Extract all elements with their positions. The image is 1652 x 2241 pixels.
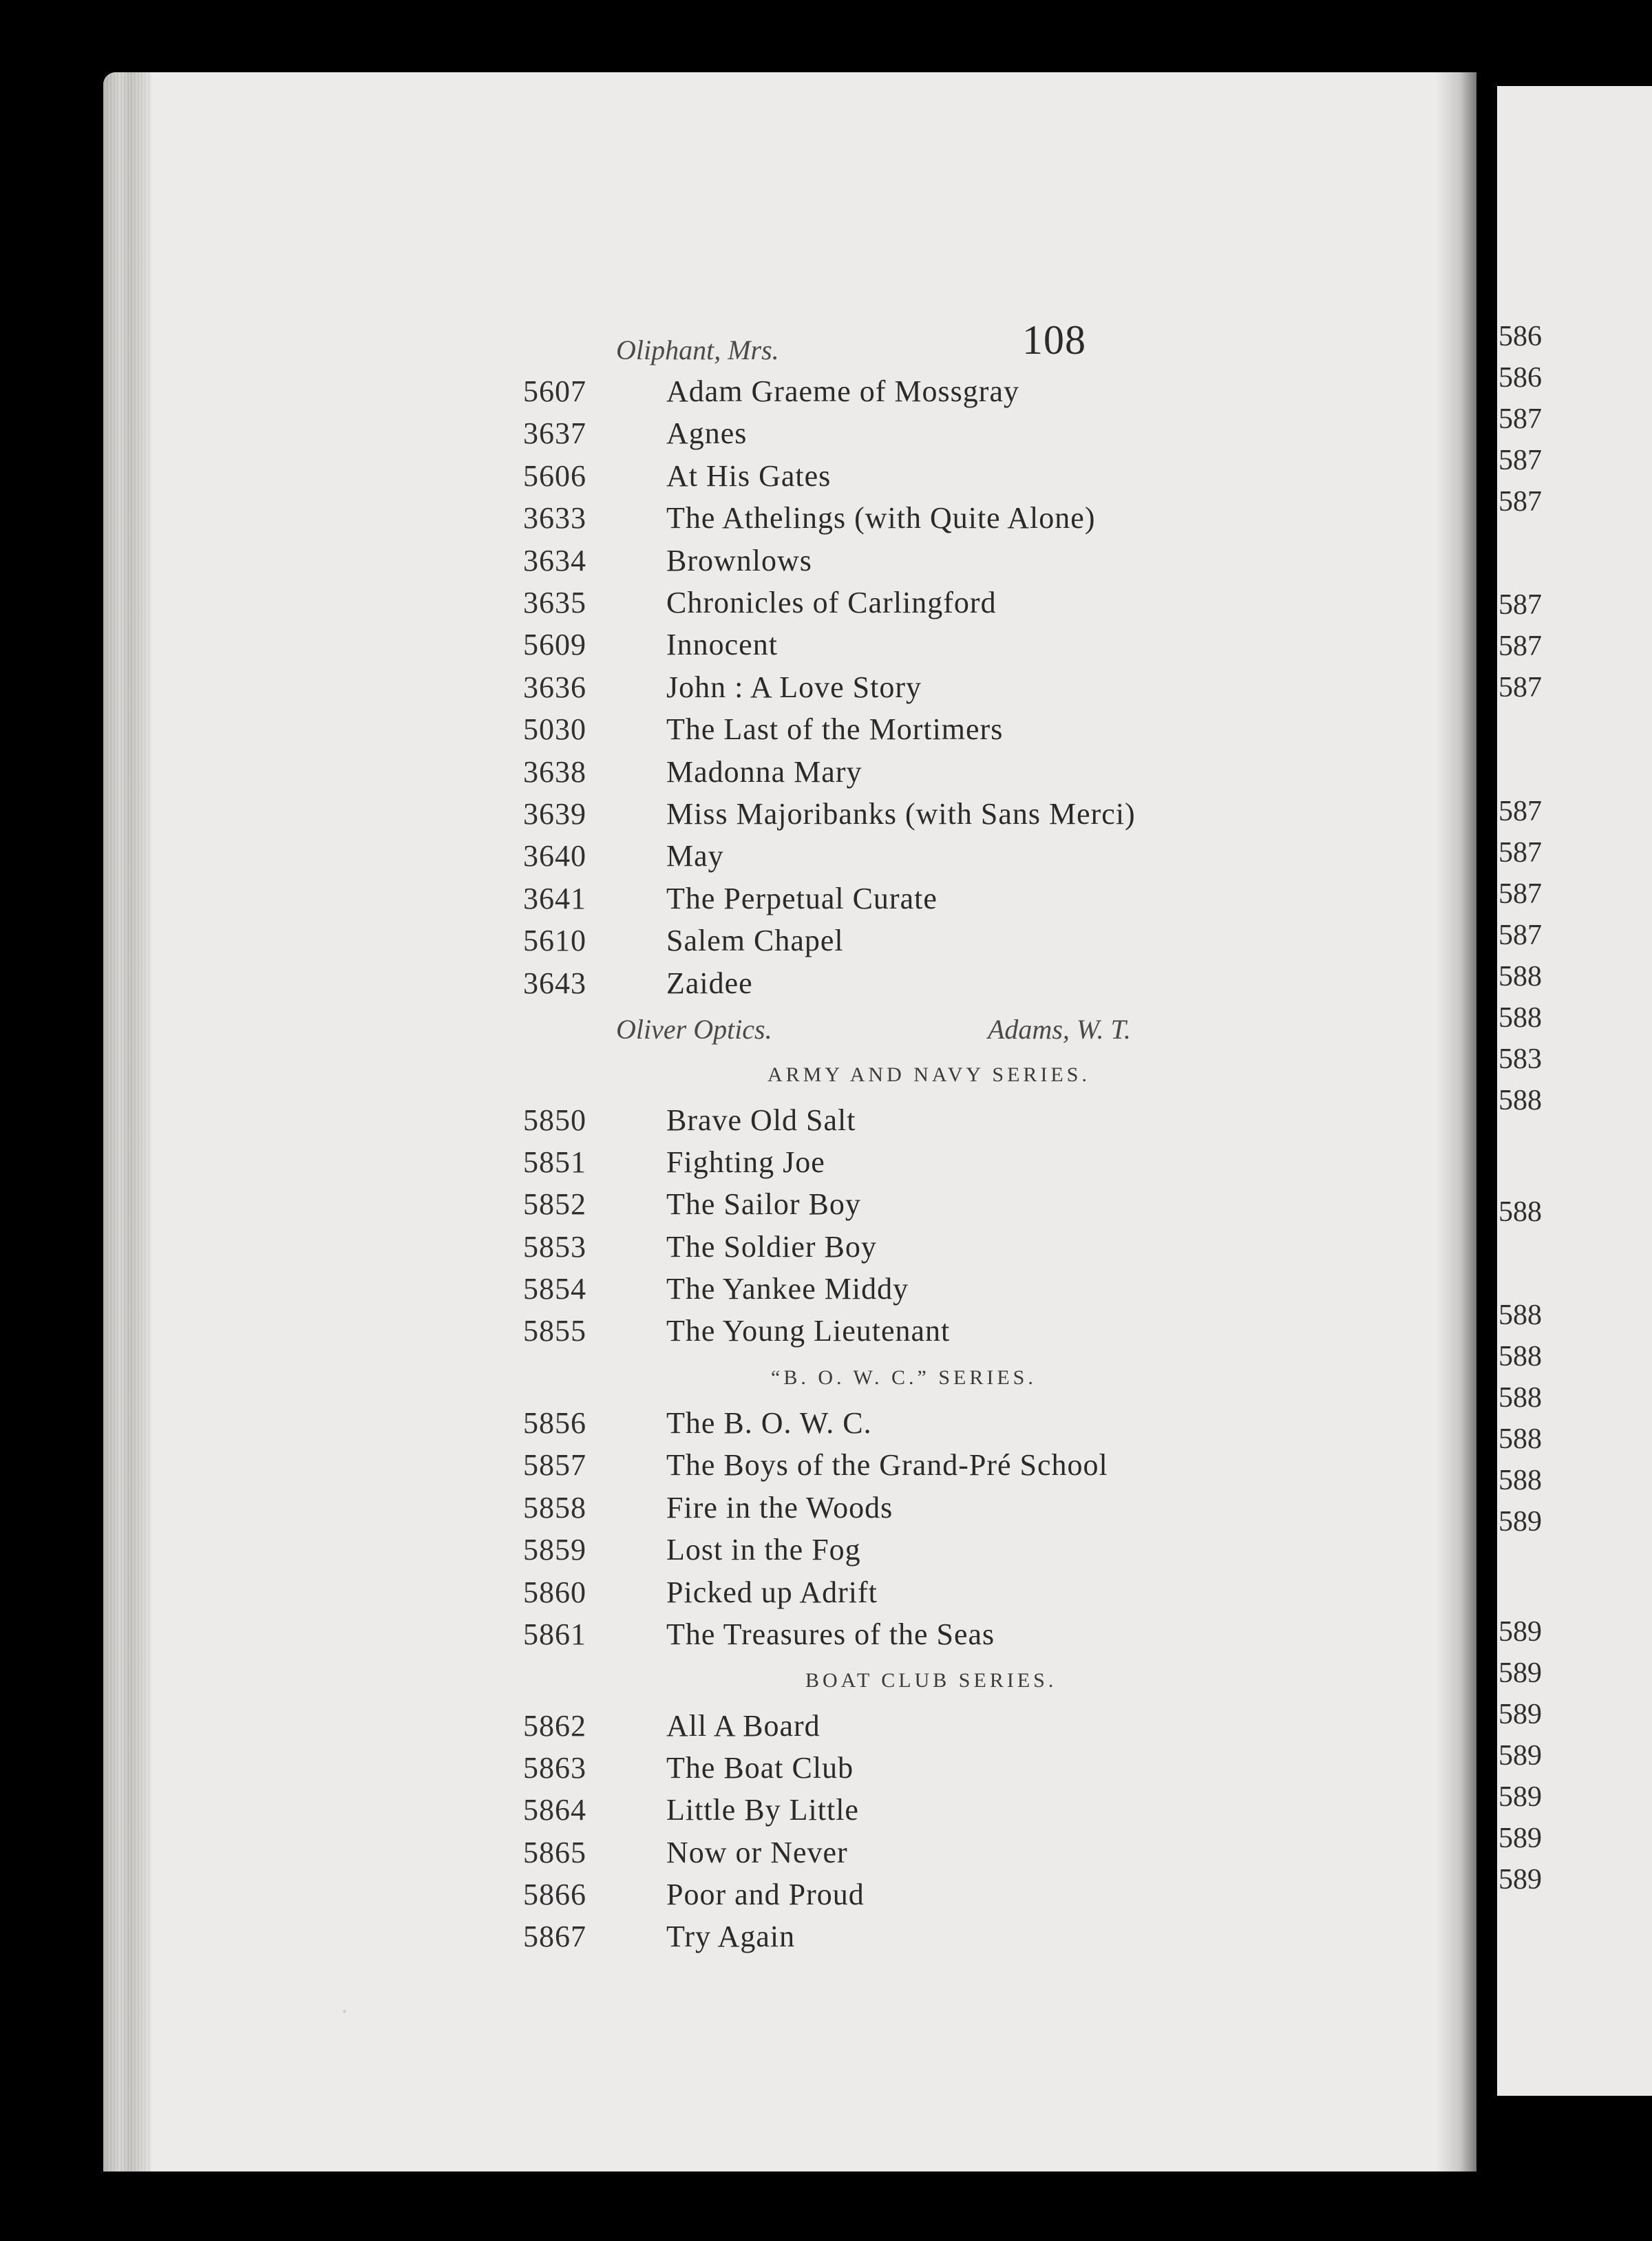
- right-page-number: 586: [1499, 321, 1542, 352]
- right-page-number: 587: [1499, 837, 1542, 869]
- right-page-number: 588: [1499, 1465, 1542, 1496]
- right-page-number: 588: [1499, 1299, 1542, 1331]
- list-item: [103, 374, 1435, 415]
- book-title: Brave Old Salt: [666, 1103, 856, 1137]
- right-page-number: 587: [1499, 486, 1542, 518]
- book-title: John : A Love Story: [666, 670, 922, 704]
- list-item: [103, 1313, 1435, 1355]
- list-item: [103, 796, 1435, 838]
- book-title: Chronicles of Carlingford: [666, 586, 997, 619]
- book-title: Adam Graeme of Mossgray: [666, 374, 1019, 408]
- list-item: [103, 1229, 1435, 1271]
- list-item: [103, 1708, 1435, 1750]
- catalog-number: 3634: [523, 543, 586, 577]
- book-title: Madonna Mary: [666, 754, 862, 789]
- book-title: The Boys of the Grand-Pré School: [666, 1448, 1108, 1483]
- catalog-number: 3633: [523, 501, 586, 535]
- right-page-number: 587: [1499, 920, 1542, 951]
- book-title: Fire in the Woods: [666, 1490, 893, 1525]
- list-item: [103, 585, 1435, 626]
- catalog-number: 5867: [523, 1920, 586, 1953]
- right-page-number: 587: [1499, 589, 1542, 621]
- list-item: [103, 670, 1435, 711]
- catalog-number: 3637: [523, 416, 586, 451]
- list-item: [103, 966, 1435, 1007]
- catalog-number: 5861: [523, 1617, 586, 1651]
- book-title: All A Board: [666, 1709, 820, 1743]
- right-page-number: 588: [1499, 1196, 1542, 1228]
- author-heading-oliphant: Oliphant, Mrs.: [616, 334, 779, 365]
- book-title: The Perpetual Curate: [666, 881, 938, 915]
- catalog-number: 3640: [523, 839, 586, 873]
- catalog-number: 3639: [523, 797, 586, 831]
- list-item: [103, 1750, 1435, 1792]
- catalog-number: 5610: [523, 924, 586, 958]
- list-item: [103, 1271, 1435, 1313]
- catalog-number: 5853: [523, 1229, 586, 1264]
- right-page-number: 589: [1499, 1699, 1542, 1730]
- left-page: [103, 72, 1476, 2171]
- right-page-number: 587: [1499, 403, 1542, 435]
- book-title: Now or Never: [666, 1835, 848, 1869]
- book-title: The Soldier Boy: [666, 1229, 877, 1264]
- page-number: 108: [1022, 317, 1086, 363]
- right-page-number: 588: [1499, 1002, 1542, 1034]
- book-title: The Yankee Middy: [666, 1271, 909, 1306]
- series-heading-bowc: “B. O. W. C.” SERIES.: [771, 1366, 1037, 1389]
- catalog-number: 3641: [523, 881, 586, 915]
- catalog-number: 5866: [523, 1877, 586, 1911]
- book-title: The Last of the Mortimers: [666, 712, 1004, 747]
- list-item: [103, 712, 1435, 753]
- catalog-number: 5851: [523, 1145, 586, 1180]
- book-title: The B. O. W. C.: [666, 1406, 872, 1440]
- list-item: [103, 1187, 1435, 1228]
- list-item: [103, 1103, 1435, 1144]
- list-item: [103, 1145, 1435, 1186]
- right-page-number: 586: [1499, 362, 1542, 394]
- catalog-number: 5854: [523, 1271, 586, 1306]
- page-gutter: [1435, 72, 1476, 2171]
- right-page-number: 587: [1499, 445, 1542, 476]
- book-title: The Treasures of the Seas: [666, 1617, 995, 1651]
- catalog-number: 5865: [523, 1835, 586, 1869]
- catalog-number: 5852: [523, 1187, 586, 1222]
- book-title: Innocent: [666, 628, 778, 662]
- catalog-number: 5862: [523, 1709, 586, 1743]
- catalog-number: 5863: [523, 1751, 586, 1785]
- book-title: Fighting Joe: [666, 1145, 825, 1180]
- right-page-number: 587: [1499, 672, 1542, 703]
- series-heading-boat-club: BOAT CLUB SERIES.: [805, 1669, 1057, 1692]
- catalog-number: 5607: [523, 374, 586, 408]
- right-page-number: 587: [1499, 796, 1542, 827]
- right-page-number: 587: [1499, 630, 1542, 662]
- list-item: [103, 1617, 1435, 1658]
- list-item: [103, 543, 1435, 584]
- right-page-number: 589: [1499, 1823, 1542, 1854]
- book-title: The Sailor Boy: [666, 1187, 861, 1222]
- catalog-number: 5609: [523, 628, 586, 662]
- series-heading-army-navy: ARMY AND NAVY SERIES.: [767, 1063, 1090, 1086]
- list-item: [103, 1532, 1435, 1573]
- list-item: [103, 754, 1435, 796]
- list-item: [103, 1792, 1435, 1834]
- list-item: [103, 838, 1435, 880]
- catalog-number: 5864: [523, 1793, 586, 1827]
- author-heading-optic: Oliver Optics.: [616, 1014, 772, 1045]
- list-item: [103, 923, 1435, 964]
- right-page-fragment: [1497, 86, 1652, 2096]
- right-page-number: 583: [1499, 1043, 1542, 1075]
- catalog-number: 5856: [523, 1406, 586, 1440]
- list-item: [103, 1877, 1435, 1918]
- catalog-number: 3636: [523, 670, 586, 704]
- catalog-number: 5850: [523, 1103, 586, 1137]
- catalog-number: 5855: [523, 1314, 586, 1348]
- book-title: The Boat Club: [666, 1751, 854, 1785]
- right-page-number: 588: [1499, 1341, 1542, 1372]
- right-page-number: 588: [1499, 1085, 1542, 1116]
- list-item: [103, 416, 1435, 457]
- list-item: [103, 1919, 1435, 1960]
- right-page-number: 589: [1499, 1781, 1542, 1813]
- right-page-number: 589: [1499, 1740, 1542, 1772]
- catalog-number: 5857: [523, 1448, 586, 1483]
- paper-speck: [343, 2010, 346, 2013]
- list-item: [103, 627, 1435, 668]
- book-title: May: [666, 839, 724, 873]
- book-title: The Young Lieutenant: [666, 1314, 951, 1348]
- right-page-number: 589: [1499, 1657, 1542, 1689]
- catalog-number: 3638: [523, 754, 586, 789]
- book-title: Miss Majoribanks (with Sans Merci): [666, 797, 1136, 831]
- right-page-number: 588: [1499, 1423, 1542, 1455]
- author-alias: Adams, W. T.: [988, 1014, 1131, 1045]
- book-title: The Athelings (with Quite Alone): [666, 501, 1096, 535]
- book-title: Brownlows: [666, 543, 812, 577]
- catalog-number: 5859: [523, 1533, 586, 1567]
- book-title: Zaidee: [666, 966, 753, 1000]
- book-title: Little By Little: [666, 1793, 859, 1827]
- list-item: [103, 1575, 1435, 1616]
- catalog-number: 3643: [523, 966, 586, 1000]
- list-item: [103, 1405, 1435, 1447]
- list-item: [103, 1835, 1435, 1876]
- book-title: Agnes: [666, 416, 748, 451]
- right-page-number: 589: [1499, 1616, 1542, 1648]
- list-item: [103, 500, 1435, 542]
- catalog-number: 3635: [523, 586, 586, 619]
- right-page-number: 588: [1499, 961, 1542, 992]
- list-item: [103, 1490, 1435, 1531]
- book-title: Lost in the Fog: [666, 1533, 861, 1567]
- catalog-number: 5030: [523, 712, 586, 747]
- book-title: Salem Chapel: [666, 924, 844, 958]
- list-item: [103, 458, 1435, 500]
- catalog-number: 5858: [523, 1490, 586, 1525]
- book-title: At His Gates: [666, 458, 832, 493]
- list-item: [103, 1447, 1435, 1489]
- book-title: Picked up Adrift: [666, 1575, 878, 1609]
- catalog-number: 5606: [523, 458, 586, 493]
- right-page-number: 587: [1499, 878, 1542, 910]
- right-page-number: 588: [1499, 1382, 1542, 1414]
- list-item: [103, 881, 1435, 922]
- right-page-number: 589: [1499, 1864, 1542, 1895]
- book-title: Try Again: [666, 1920, 796, 1953]
- catalog-number: 5860: [523, 1575, 586, 1609]
- right-page-number: 589: [1499, 1506, 1542, 1538]
- book-title: Poor and Proud: [666, 1877, 865, 1911]
